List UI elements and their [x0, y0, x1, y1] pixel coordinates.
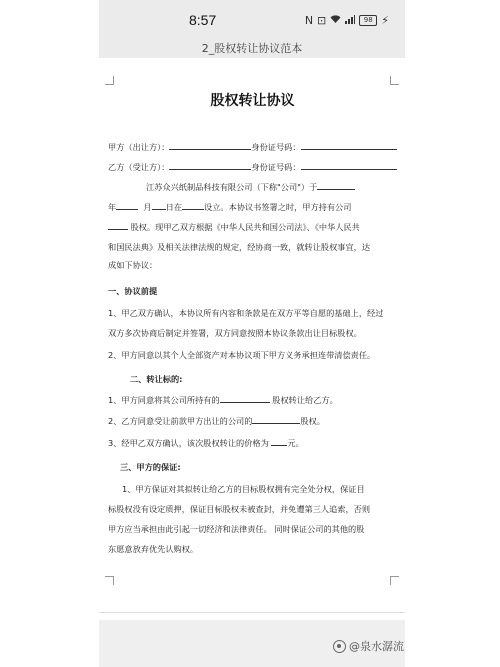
wifi-icon: [330, 14, 341, 27]
paragraph-line: 和国民法典》及相关法律法规的规定，经协商一致，就转让股权事宜，达: [108, 242, 371, 252]
blank-field: [252, 414, 300, 424]
vibrate-icon: ⊡: [317, 13, 327, 27]
system-icons: [305, 14, 389, 27]
intro-text: 江苏众兴纸制品科技有限公司（下称"公司"）于: [146, 182, 318, 192]
clause-text: 3、经甲乙双方确认，该次股权转让的价格为: [108, 438, 269, 448]
nfc-icon: N: [304, 13, 314, 27]
clause-text: 股权转让给乙方。: [272, 395, 338, 405]
blank-field: [301, 140, 397, 150]
paragraph-line: [108, 393, 397, 407]
watermark: [333, 638, 404, 654]
party-b-label: 乙方（受让方）：: [108, 162, 170, 172]
intro-text: 年: [108, 202, 117, 212]
document-tab-title[interactable]: 2_股权转让协议范本: [201, 42, 303, 55]
party-b-line: [108, 160, 397, 174]
intro-text: 月: [143, 202, 152, 212]
status-time: 8:57: [189, 12, 217, 28]
intro-text: 日在: [165, 202, 183, 212]
intro-text: 设立。本协议书签署之时，甲方持有公司: [204, 202, 352, 212]
paragraph-line: [146, 180, 397, 194]
watermark-text: @泉水潺流: [349, 640, 404, 653]
blank-field: [108, 220, 128, 230]
blank-field: [152, 200, 166, 210]
paragraph-line: 1、甲乙双方确认，本协议所有内容和条款是在双方平等自愿的基础上，经过: [108, 308, 384, 318]
blank-field: [169, 140, 251, 150]
blank-field: [317, 180, 355, 190]
paragraph-line: [108, 200, 397, 214]
clause-text: 元。: [287, 438, 304, 448]
paragraph-line: [108, 436, 397, 450]
page-corner-mark: [390, 576, 399, 585]
blank-field: [220, 393, 270, 403]
clause-text: 1、甲方同意将其公司所持有的: [108, 395, 220, 405]
signal-icon: [345, 14, 355, 27]
intro-text: 股权。现甲乙双方根据《中华人民共和国公司法》、《中华人民共: [130, 222, 360, 232]
document-title: 股权转让协议: [210, 93, 295, 109]
paragraph-line: 东愿意放弃优先认购权。: [108, 544, 199, 554]
paragraph-line: [108, 414, 397, 428]
section-heading: 三、甲方的保证:: [120, 462, 181, 472]
blank-field: [169, 160, 251, 170]
paragraph-line: 1、甲方保证对其拟转让给乙方的目标股权拥有完全处分权，保证目: [122, 484, 365, 494]
party-b-id-label: 身份证号码：: [251, 162, 301, 172]
page-corner-mark: [390, 76, 399, 85]
party-a-line: [108, 140, 397, 154]
section-heading: 二、转让标的:: [130, 374, 183, 384]
page-divider: [99, 612, 405, 613]
clause-text: 股权。: [300, 416, 325, 426]
status-bar: [99, 0, 405, 40]
battery-icon: 98: [359, 15, 377, 26]
paragraph-line: 甲方应当承担由此引起一切经济和法律责任。 同时保证公司的其他的股: [108, 524, 365, 534]
party-a-label: 甲方（出让方）：: [108, 142, 170, 152]
blank-field: [271, 436, 287, 446]
paragraph-line: 成如下协议：: [108, 260, 158, 270]
paragraph-line: 2、甲方同意以其个人全部资产对本协议项下甲方义务承担连带清偿责任。: [108, 350, 376, 360]
section-heading: 一、协议前提: [108, 286, 158, 296]
document-page[interactable]: [99, 58, 405, 620]
paragraph-line: 双方多次协商后制定并签署，双方同意按照本协议条款出让目标股权。: [108, 328, 362, 338]
charging-icon: ⚡: [381, 13, 389, 27]
blank-field: [301, 160, 397, 170]
clause-text: 2、乙方同意受让前款甲方出让的公司的: [108, 416, 253, 426]
paragraph-line: [108, 220, 397, 234]
blank-field: [182, 200, 204, 210]
watermark-logo-icon: [333, 640, 346, 653]
blank-field: [116, 200, 138, 210]
party-a-id-label: 身份证号码：: [251, 142, 301, 152]
page-corner-mark: [105, 76, 114, 85]
page-corner-mark: [105, 576, 114, 585]
paragraph-line: 标股权没有设定质押，保证目标股权未被查封，并免遭第三人追索，否则: [108, 504, 371, 514]
